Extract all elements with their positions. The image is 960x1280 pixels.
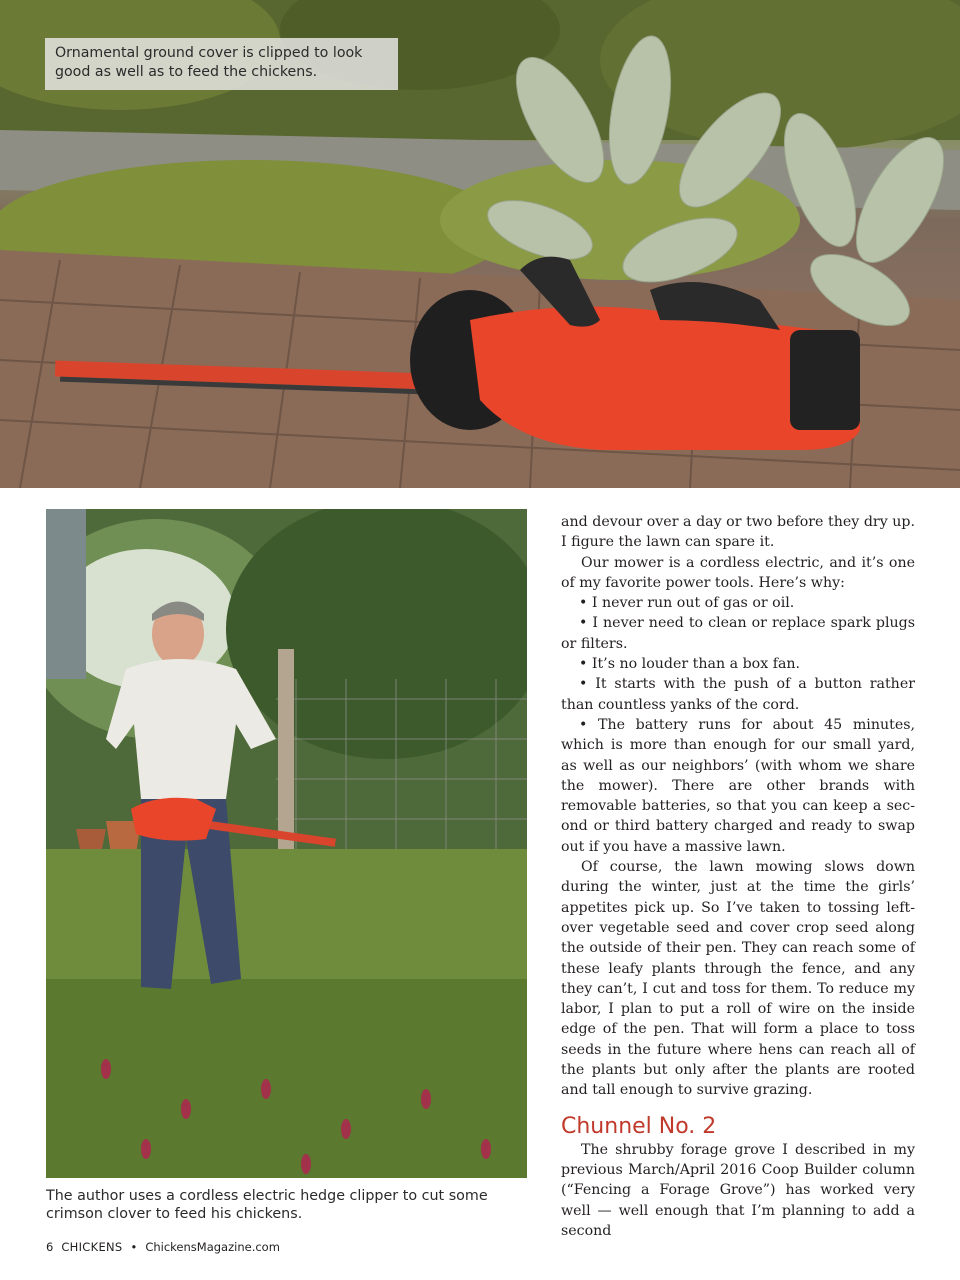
page-footer	[46, 1240, 280, 1254]
article-column	[561, 512, 915, 1241]
top-photo	[0, 0, 960, 488]
side-photo	[46, 509, 527, 1178]
article-paragraph: Our mower is a cordless electric, and it’s one of my favorite power tools. Here’s why:	[561, 554, 915, 591]
page-number: 6	[46, 1240, 54, 1254]
bullet-item: • The battery runs for about 45 minutes, which is more than enough for our small yard, as well as our neighbors’ (with whom we share the mower). There are other brands with removable batteries, so that you can keep a sec-ond or third battery charged and ready to swap out if you have a massive lawn.	[561, 716, 915, 855]
magazine-website: ChickensMagazine.com	[145, 1240, 280, 1254]
side-photo-caption: The author uses a cordless electric hedge clipper to cut some crimson clover to feed his chickens.	[46, 1188, 488, 1222]
article-paragraph: Of course, the lawn mowing slows down during the winter, just at the time the girls’ appetites pick up. So I’ve taken to tossing left-over vegetable seed and cover crop seed along the outside of their pen. They can reach some of these leafy plants through the fence, and any they can’t, I cut and toss for them. To reduce my labor, I plan to put a roll of wire on the inside edge of the pen. That will form a place to toss seeds in the future where hens can reach all of the plants but only after the plants are rooted and tall enough to survive grazing.	[561, 859, 915, 1099]
magazine-name: CHICKENS	[61, 1240, 123, 1254]
bullet-item: • I never need to clean or replace spark plugs or filters.	[561, 615, 915, 652]
bullet-item: • It starts with the push of a button rather than countless yanks of the cord.	[561, 676, 915, 713]
bullet-item: • I never run out of gas or oil.	[579, 595, 795, 612]
section-heading: Chunnel No. 2	[561, 1113, 717, 1139]
top-photo-caption: Ornamental ground cover is clipped to look good as well as to feed the chickens.	[45, 38, 398, 90]
article-paragraph: and devour over a day or two before they dry up. I figure the lawn can spare it.	[561, 514, 915, 551]
footer-separator: •	[130, 1240, 138, 1254]
article-paragraph: The shrubby forage grove I described in my previous March/April 2016 Coop Builder column (“Fencing a Forage Grove”) has worked very well — well enough that I’m planning to add a second	[561, 1141, 915, 1239]
author-clipping-photo	[46, 509, 527, 1178]
bullet-item: • It’s no louder than a box fan.	[579, 656, 801, 673]
